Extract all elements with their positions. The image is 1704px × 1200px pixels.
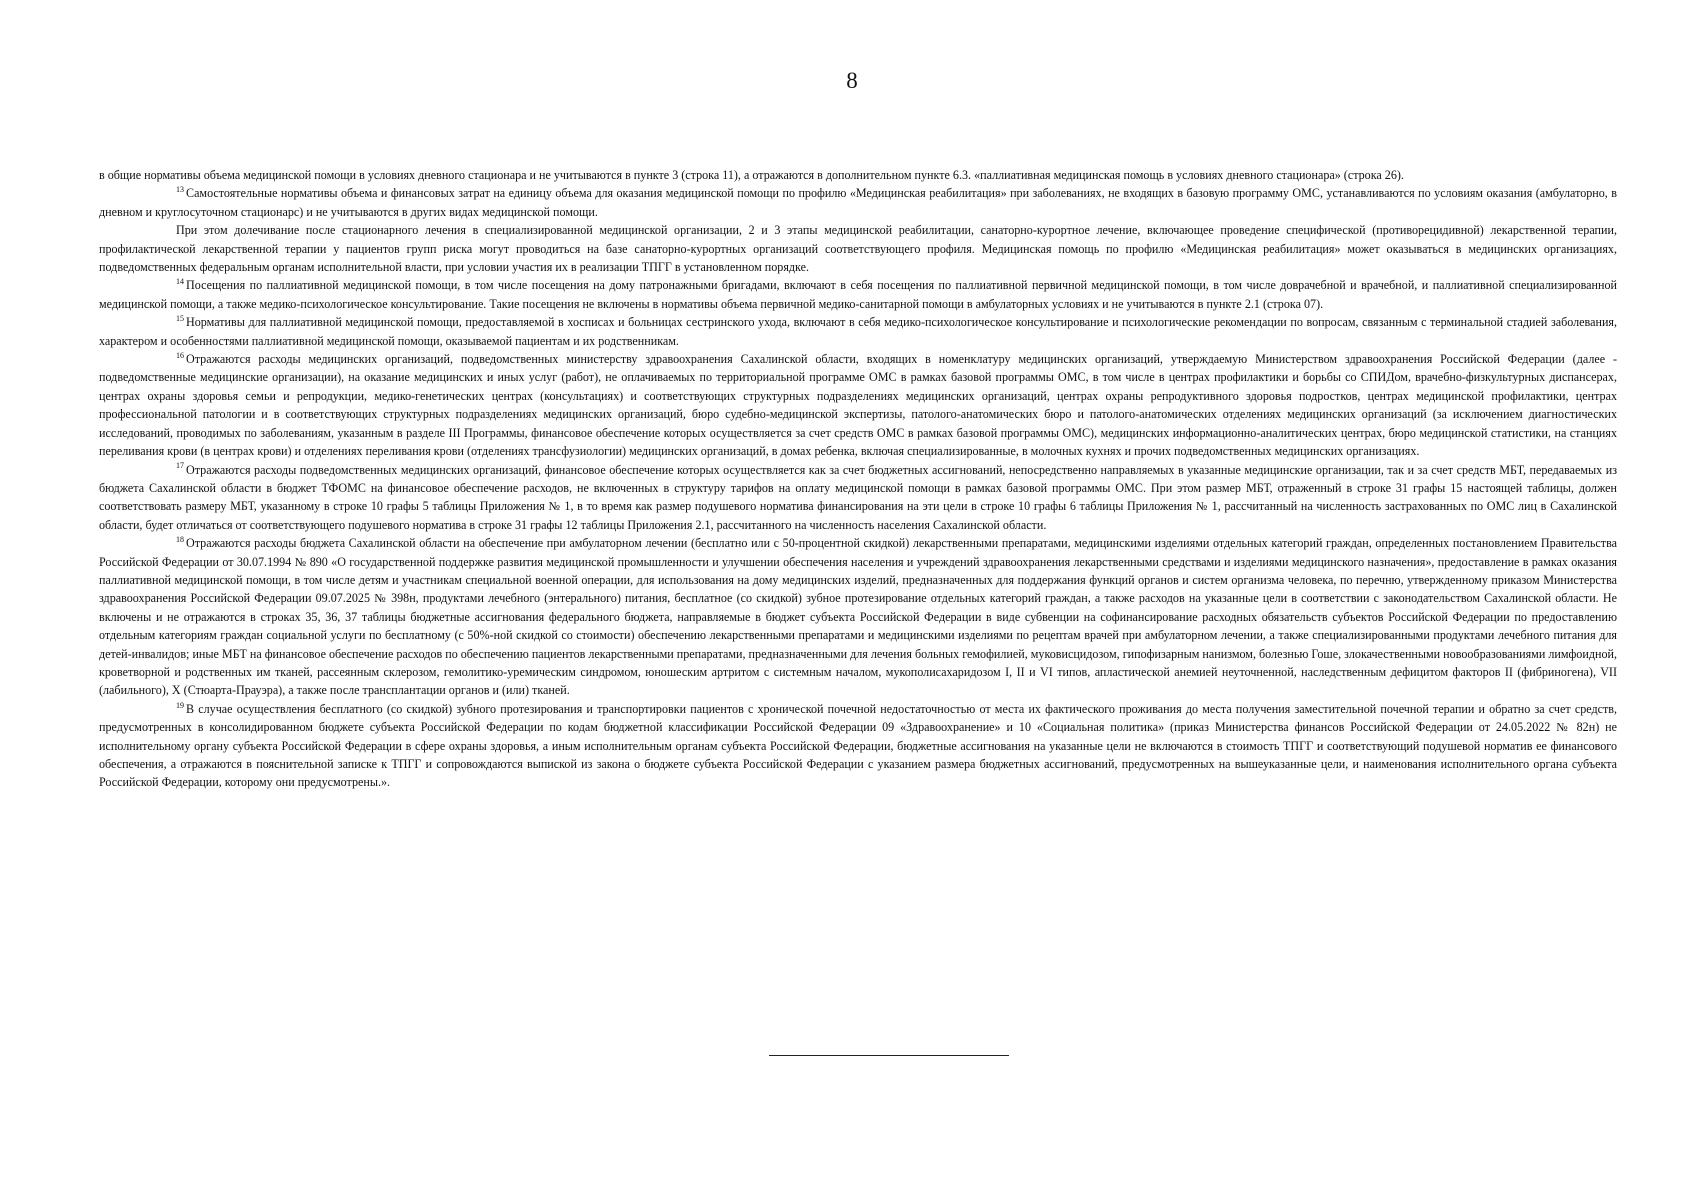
- paragraph-rehab-note: [99, 221, 1617, 276]
- footnote-marker: 19: [176, 700, 184, 710]
- paragraph-text: Самостоятельные нормативы объема и финансовых затрат на единицу объема для оказания медицинской помощи по профилю «Медицинская реабилитация» при заболеваниях, не входящих в базовую программу ОМС, устанавливаются по условиям оказания (амбулаторно, в дневном и круглосуточном стационарс) и не учитываются в других видах медицинской помощи.: [99, 186, 1617, 219]
- paragraph-text: Отражаются расходы медицинских организаций, подведомственных министерству здравоохранения Сахалинской области, входящих в номенклатуру медицинских организаций, утверждаемую Министерством здравоохранения Российской Федерации (далее - подведомственные медицинские организации), на оказание медицинских и иных услуг (работ), не оплачиваемых по территориальной программе ОМС в рамках базовой программы ОМС, в том числе в центрах профилактики и борьбы со СПИДом, врачебно-физкультурных диспансерах, центрах охраны здоровья семьи и репродукции, медико-генетических центрах (консультациях) и соответствующих структурных подразделениях медицинских организаций, центрах охраны репродуктивного здоровья подростков, центрах медицинской профилактики, центрах профессиональной патологии и в соответствующих структурных подразделениях медицинских организаций, бюро судебно-медицинской экспертизы, патолого-анатомических бюро и патолого-анатомических отделениях медицинских организаций (за исключением диагностических исследований, проводимых по заболеваниям, указанным в разделе III Программы, финансовое обеспечение которых осуществляется за счет средств ОМС в рамках базовой программы ОМС), медицинских информационно-аналитических центрах, бюро медицинской статистики, на станциях переливания крови (в центрах крови) и отделениях переливания крови (отделениях трансфузиологии) медицинских организаций, в домах ребенка, включая специализированные, в молочных кухнях и прочих подведомственных медицинских организациях.: [99, 352, 1617, 459]
- footnote-14: [99, 276, 1617, 313]
- footnote-13: [99, 184, 1617, 221]
- footnote-marker: 13: [176, 185, 184, 195]
- footnote-marker: 14: [176, 277, 184, 287]
- footnote-18: [99, 534, 1617, 700]
- paragraph-text: Отражаются расходы подведомственных медицинских организаций, финансовое обеспечение которых осуществляется как за счет бюджетных ассигнований, непосредственно направляемых в указанные медицинские организации, так и за счет средств МБТ, передаваемых из бюджета Сахалинской области в бюджет ТФОМС на финансовое обеспечение расходов, не включенных в структуру тарифов на оплату медицинской помощи в рамках базовой программы ОМС. При этом размер МБТ, отраженный в строке 31 графы 15 настоящей таблицы, должен соответствовать размеру МБТ, указанному в строке 10 графы 5 таблицы Приложения № 1, в то время как размер подушевого норматива финансирования на эти цели в строке 10 графы 6 таблицы Приложения № 1, рассчитанный на численность застрахованных по ОМС лиц в Сахалинской области, будет отличаться от соответствующего подушевого норматива в строке 31 графы 12 таблицы Приложения 2.1, рассчитанного на численность населения Сахалинской области.: [99, 462, 1617, 532]
- paragraph-text: Отражаются расходы бюджета Сахалинской области на обеспечение при амбулаторном лечении (бесплатно или с 50-процентной скидкой) лекарственными препаратами, медицинскими изделиями отдельных категорий граждан, определенных постановлением Правительства Российской Федерации от 30.07.1994 № 890 «О государственной поддержке развития медицинской промышленности и улучшении обеспечения населения и учреждений здравоохранения лекарственными средствами и изделиями медицинского назначения», предоставление в рамках оказания паллиативной медицинской помощи, в том числе детям и участникам специальной военной операции, для использования на дому медицинских изделий, предназначенных для поддержания функций органов и систем организма человека, по перечню, утвержденному приказом Министерства здравоохранения Российской Федерации 09.07.2025 № 398н, продуктами лечебного (энтерального) питания, бесплатное (со скидкой) зубное протезирование отдельных категорий граждан, а также расходов на указанные цели в соответствии с законодательством Сахалинской области. Не включены и не отражаются в строках 35, 36, 37 таблицы бюджетные ассигнования федерального бюджета, направляемые в бюджет субъекта Российской Федерации в виде субвенции на софинансирование расходных обязательств субъектов Российской Федерации по предоставлению отдельным категориям граждан социальной услуги по бесплатному (с 50%-ной скидкой со стоимости) обеспечению лекарственными препаратами и медицинскими изделиями по рецептам врачей при амбулаторном лечении, а также специализированными продуктами лечебного питания для детей-инвалидов; иные МБТ на финансовое обеспечение расходов по обеспечению пациентов лекарственными препаратами, предназначенными для лечения больных гемофилией, муковисцидозом, гипофизарным нанизмом, болезнью Гоше, злокачественными новообразованиями лимфоидной, кроветворной и родственных им тканей, рассеянным склерозом, гемолитико-уремическим синдромом, юношеским артритом с системным началом, мукополисахаридозом I, II и VI типов, апластической анемией неуточненной, наследственным дефицитом факторов II (фибриногена), VII (лабильного), X (Стюарта-Прауэра), а также после трансплантации органов и (или) тканей.: [99, 536, 1617, 698]
- end-divider: [769, 1055, 1009, 1056]
- paragraph-text: При этом долечивание после стационарного лечения в специализированной медицинской организации, 2 и 3 этапы медицинской реабилитации, санаторно-курортное лечение, включающее проведение специфической (противорецидивной) лекарственной терапии, профилактической лекарственной терапии у пациентов групп риска могут проводиться на базе санаторно-курортных организаций соответствующего профиля. Медицинская помощь по профилю «Медицинская реабилитация» может оказываться в медицинских организациях, подведомственных федеральным органам исполнительной власти, при условии участия их в реализации ТПГГ в установленном порядке.: [99, 223, 1617, 275]
- footnote-16: [99, 350, 1617, 460]
- footnote-marker: 16: [176, 351, 184, 361]
- page-number: 8: [846, 68, 858, 93]
- footnotes-body: [99, 166, 1617, 792]
- paragraph-text: В случае осуществления бесплатного (со скидкой) зубного протезирования и транспортировки пациентов с хронической почечной недостаточностью от места их фактического проживания до места получения заместительной почечной терапии и обратно за счет средств, предусмотренных в консолидированном бюджете субъекта Российской Федерации по кодам бюджетной классификации Российской Федерации 09 «Здравоохранение» и 10 «Социальная политика» (приказ Министерства финансов Российской Федерации от 24.05.2022 № 82н) не исполнительному органу субъекта Российской Федерации в сфере охраны здоровья, а иным исполнительным органам субъекта Российской Федерации, бюджетные ассигнования на указанные цели не включаются в стоимость ТПГГ и соответствующий подушевой норматив ее финансового обеспечения, а отражаются в пояснительной записке к ТПГГ и сопровождаются выпиской из закона о бюджете субъекта Российской Федерации с указанием размера бюджетных ассигнований, предусмотренных на вышеуказанные цели, и наименования исполнительного органа субъекта Российской Федерации, которому они предусмотрены.».: [99, 701, 1617, 790]
- footnote-marker: 15: [176, 314, 184, 324]
- footnote-marker: 17: [176, 461, 184, 471]
- footnote-19: [99, 700, 1617, 792]
- paragraph-continuation: [99, 166, 1617, 184]
- paragraph-text: Посещения по паллиативной медицинской помощи, в том числе посещения на дому патронажными бригадами, включают в себя посещения по паллиативной первичной медицинской помощи, в том числе доврачебной и врачебной, и паллиативной специализированной медицинской помощи, а также медико-психологическое консультирование. Такие посещения не включены в нормативы объема первичной медико-санитарной помощи в амбулаторных условиях и не учитываются в пункте 2.1 (строка 07).: [99, 278, 1617, 311]
- footnote-17: [99, 461, 1617, 535]
- paragraph-text: в общие нормативы объема медицинской помощи в условиях дневного стационара и не учитываются в пункте 3 (строка 11), а отражаются в дополнительном пункте 6.3. «паллиативная медицинская помощь в условиях дневного стационара» (строка 26).: [99, 168, 1404, 182]
- footnote-15: [99, 313, 1617, 350]
- footnote-marker: 18: [176, 535, 184, 545]
- paragraph-text: Нормативы для паллиативной медицинской помощи, предоставляемой в хосписах и больницах сестринского ухода, включают в себя медико-психологическое консультирование и психологические рекомендации по вопросам, связанным с терминальной стадией заболевания, характером и особенностями паллиативной медицинской помощи, оказываемой пациентам и их родственникам.: [99, 315, 1617, 348]
